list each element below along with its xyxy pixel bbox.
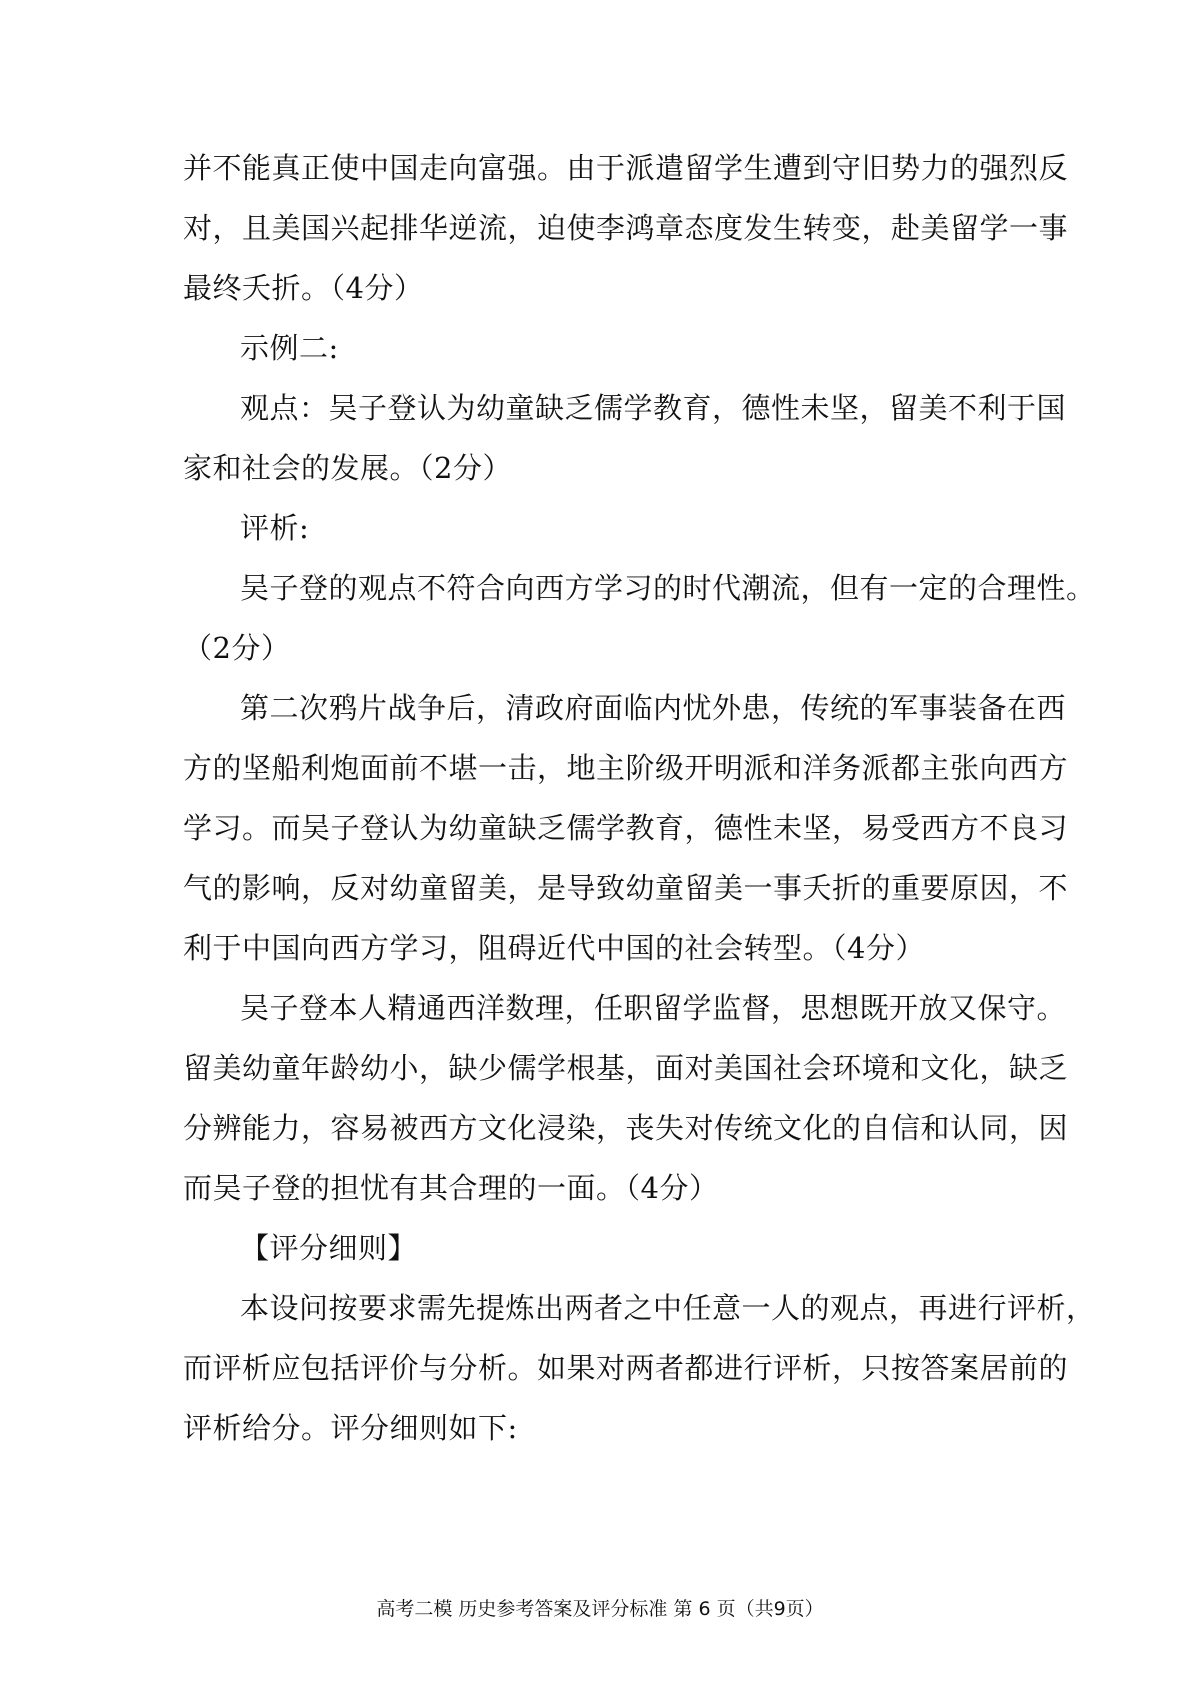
text-line-17: 分辨能力，容易被西方文化浸染，丧失对传统文化的自信和认同，因 <box>183 1111 1069 1145</box>
text-line-1: 并不能真正使中国走向富强。由于派遣留学生遭到守旧势力的强烈反 <box>183 151 1069 185</box>
text-line-9: （2分） <box>183 631 291 665</box>
text-line-6: 家和社会的发展。（2分） <box>183 451 512 485</box>
text-line-5: 观点：吴子登认为幼童缺乏儒学教育，德性未坚，留美不利于国 <box>240 391 1067 425</box>
text-line-10: 第二次鸦片战争后，清政府面临内忧外患，传统的军事装备在西 <box>240 691 1067 725</box>
text-line-3: 最终夭折。（4分） <box>183 271 424 305</box>
section-label-analysis: 评析: <box>240 511 310 545</box>
text-line-12: 学习。而吴子登认为幼童缺乏儒学教育，德性未坚，易受西方不良习 <box>183 811 1069 845</box>
section-heading-scoring-rules: 【评分细则】 <box>240 1231 418 1265</box>
text-line-13: 气的影响，反对幼童留美，是导致幼童留美一事夭折的重要原因，不 <box>183 871 1069 905</box>
text-line-18: 而吴子登的担忧有其合理的一面。（4分） <box>183 1171 719 1205</box>
text-line-8: 吴子登的观点不符合向西方学习的时代潮流，但有一定的合理性。 <box>240 571 1096 605</box>
text-line-22: 评析给分。评分细则如下: <box>183 1411 518 1445</box>
page-footer: 高考二模 历史参考答案及评分标准 第 6 页（共9页） <box>376 1598 824 1620</box>
text-line-20: 本设问按要求需先提炼出两者之中任意一人的观点，再进行评析， <box>240 1291 1096 1325</box>
text-line-21: 而评析应包括评价与分析。如果对两者都进行评析，只按答案居前的 <box>183 1351 1069 1385</box>
text-line-16: 留美幼童年龄幼小，缺少儒学根基，面对美国社会环境和文化，缺乏 <box>183 1051 1069 1085</box>
text-line-2: 对，且美国兴起排华逆流，迫使李鸿章态度发生转变，赴美留学一事 <box>183 211 1069 245</box>
text-line-11: 方的坚船利炮面前不堪一击，地主阶级开明派和洋务派都主张向西方 <box>183 751 1069 785</box>
text-line-15: 吴子登本人精通西洋数理，任职留学监督，思想既开放又保守。 <box>240 991 1067 1025</box>
text-line-14: 利于中国向西方学习，阻碍近代中国的社会转型。（4分） <box>183 931 925 965</box>
section-label-example-two: 示例二: <box>240 331 339 365</box>
